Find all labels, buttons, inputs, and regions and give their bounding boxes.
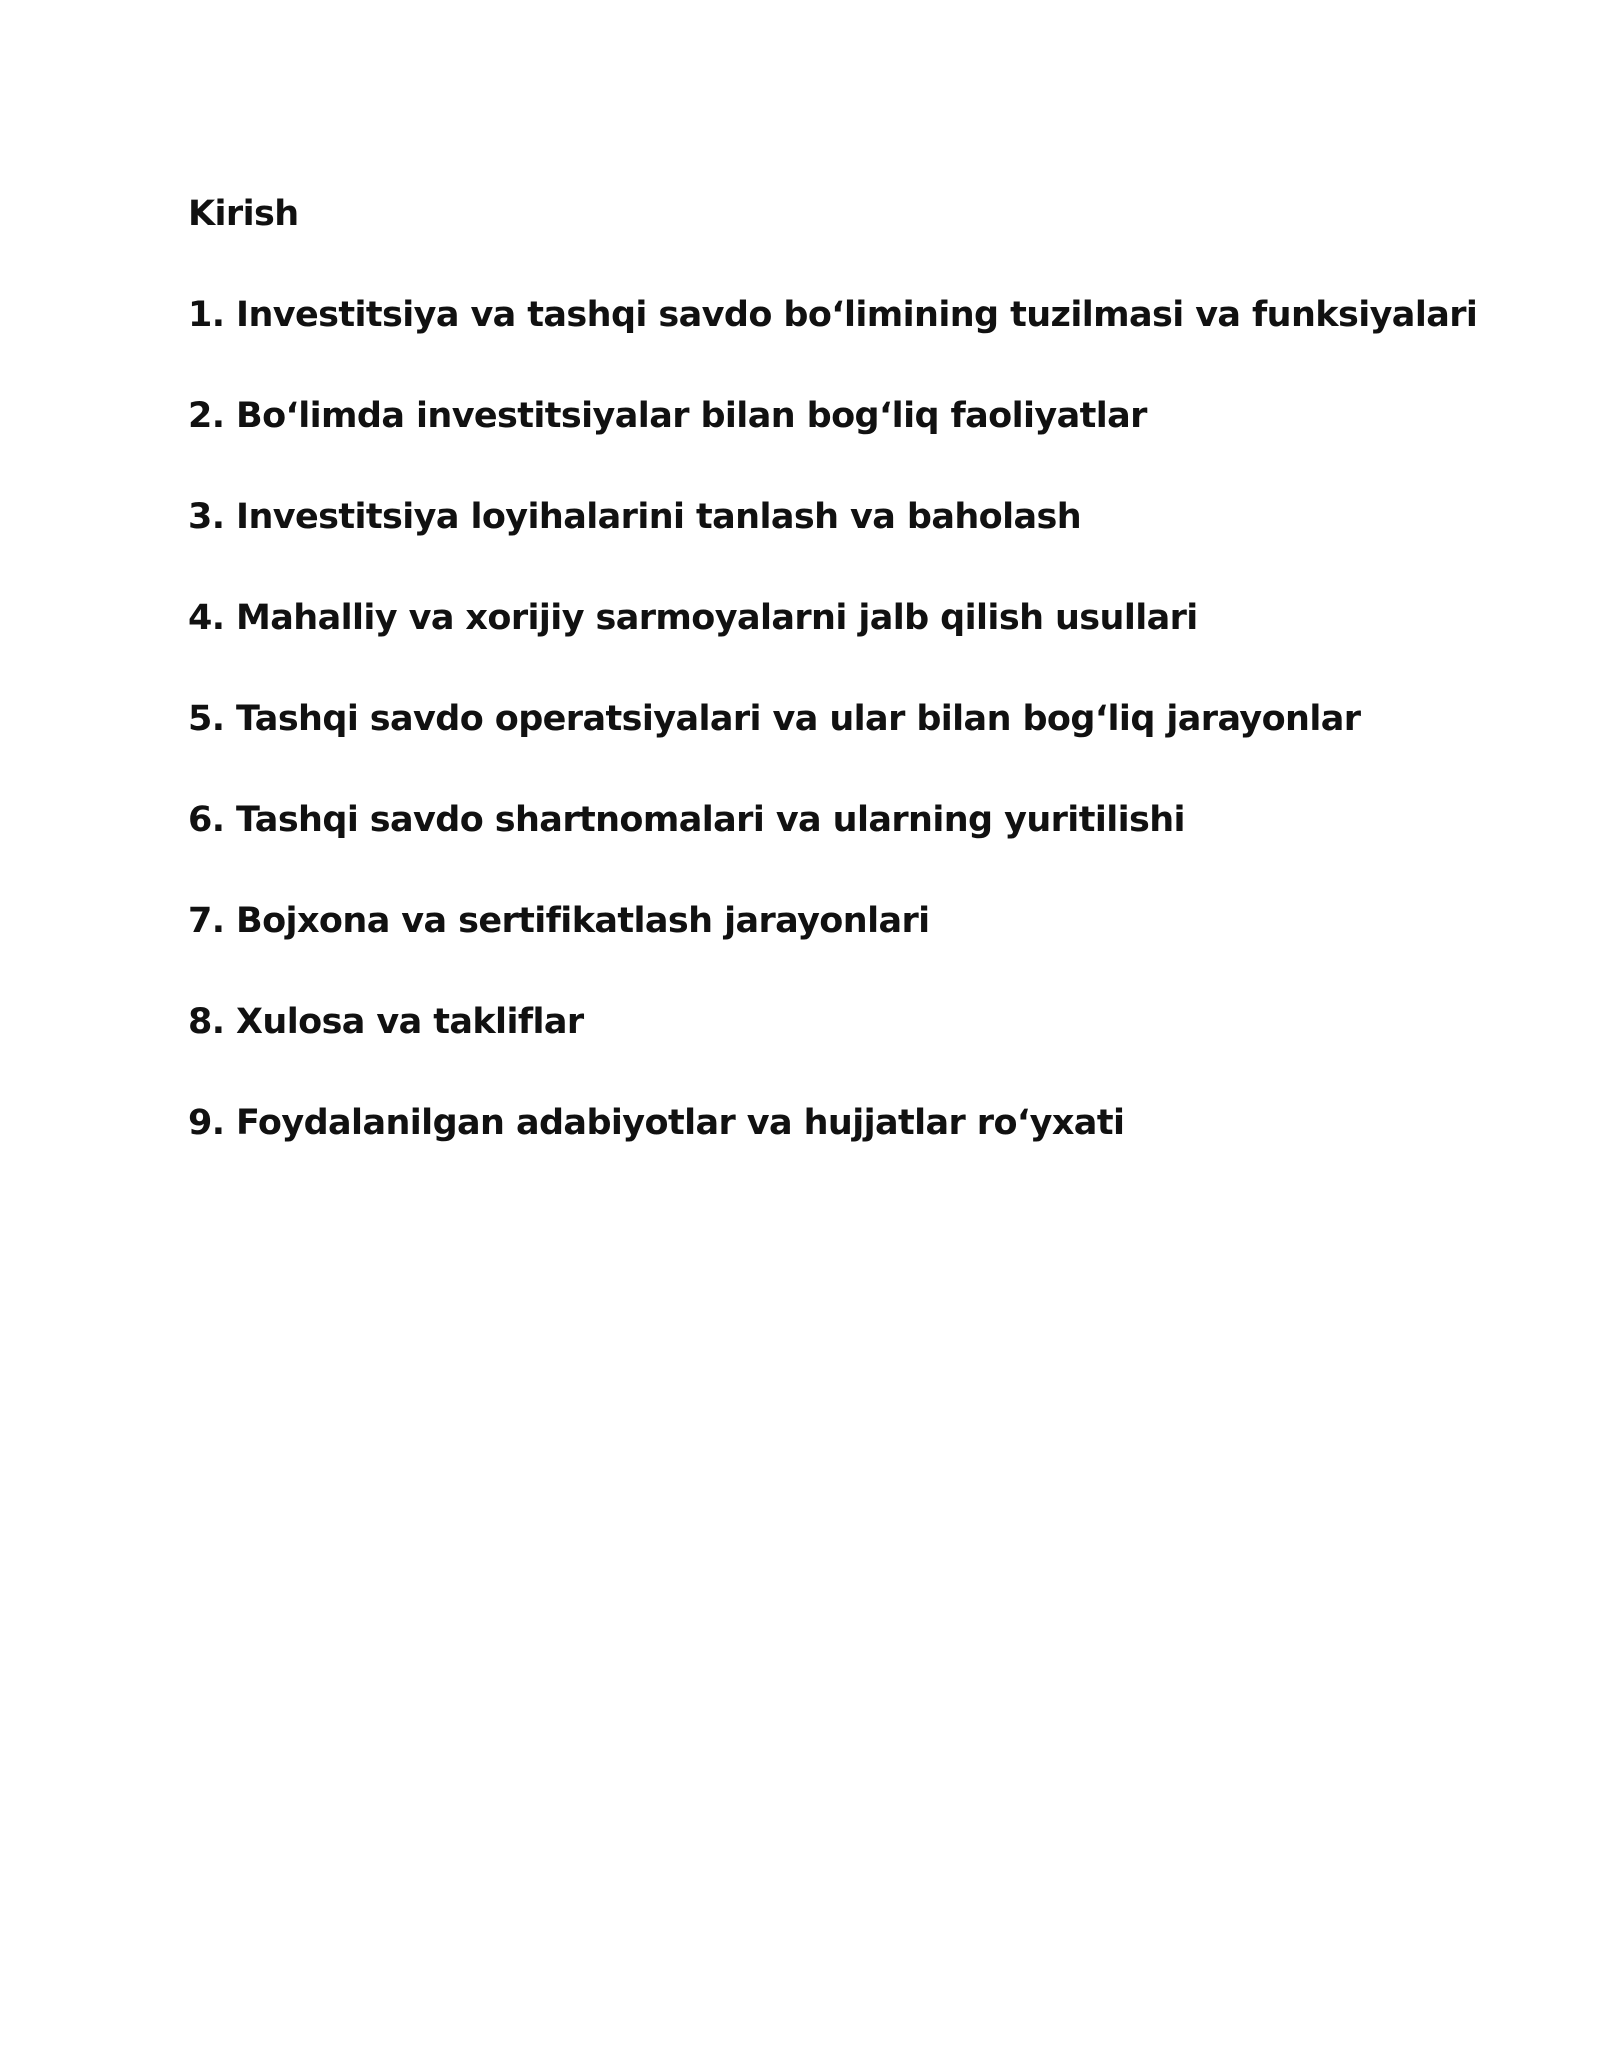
- toc-item-3: 3. Investitsiya loyihalarini tanlash va baholash: [188, 497, 1082, 537]
- toc-item-9: 9. Foydalanilgan adabiyotlar va hujjatlar ro‘yxati: [188, 1103, 1125, 1143]
- toc-item-8: 8. Xulosa va takliflar: [188, 1002, 584, 1042]
- toc-item-5: 5. Tashqi savdo operatsiyalari va ular bilan bog‘liq jarayonlar: [188, 699, 1361, 739]
- toc-item-1: 1. Investitsiya va tashqi savdo bo‘limining tuzilmasi va funksiyalari: [188, 295, 1478, 335]
- toc-item-4: 4. Mahalliy va xorijiy sarmoyalarni jalb qilish usullari: [188, 598, 1198, 638]
- toc-item-6: 6. Tashqi savdo shartnomalari va ularning yuritilishi: [188, 800, 1185, 840]
- toc-item-2: 2. Bo‘limda investitsiyalar bilan bog‘liq faoliyatlar: [188, 396, 1147, 436]
- toc-intro: Kirish: [188, 194, 299, 234]
- toc-item-7: 7. Bojxona va sertifikatlash jarayonlari: [188, 901, 930, 941]
- table-of-contents: [188, 192, 1488, 1202]
